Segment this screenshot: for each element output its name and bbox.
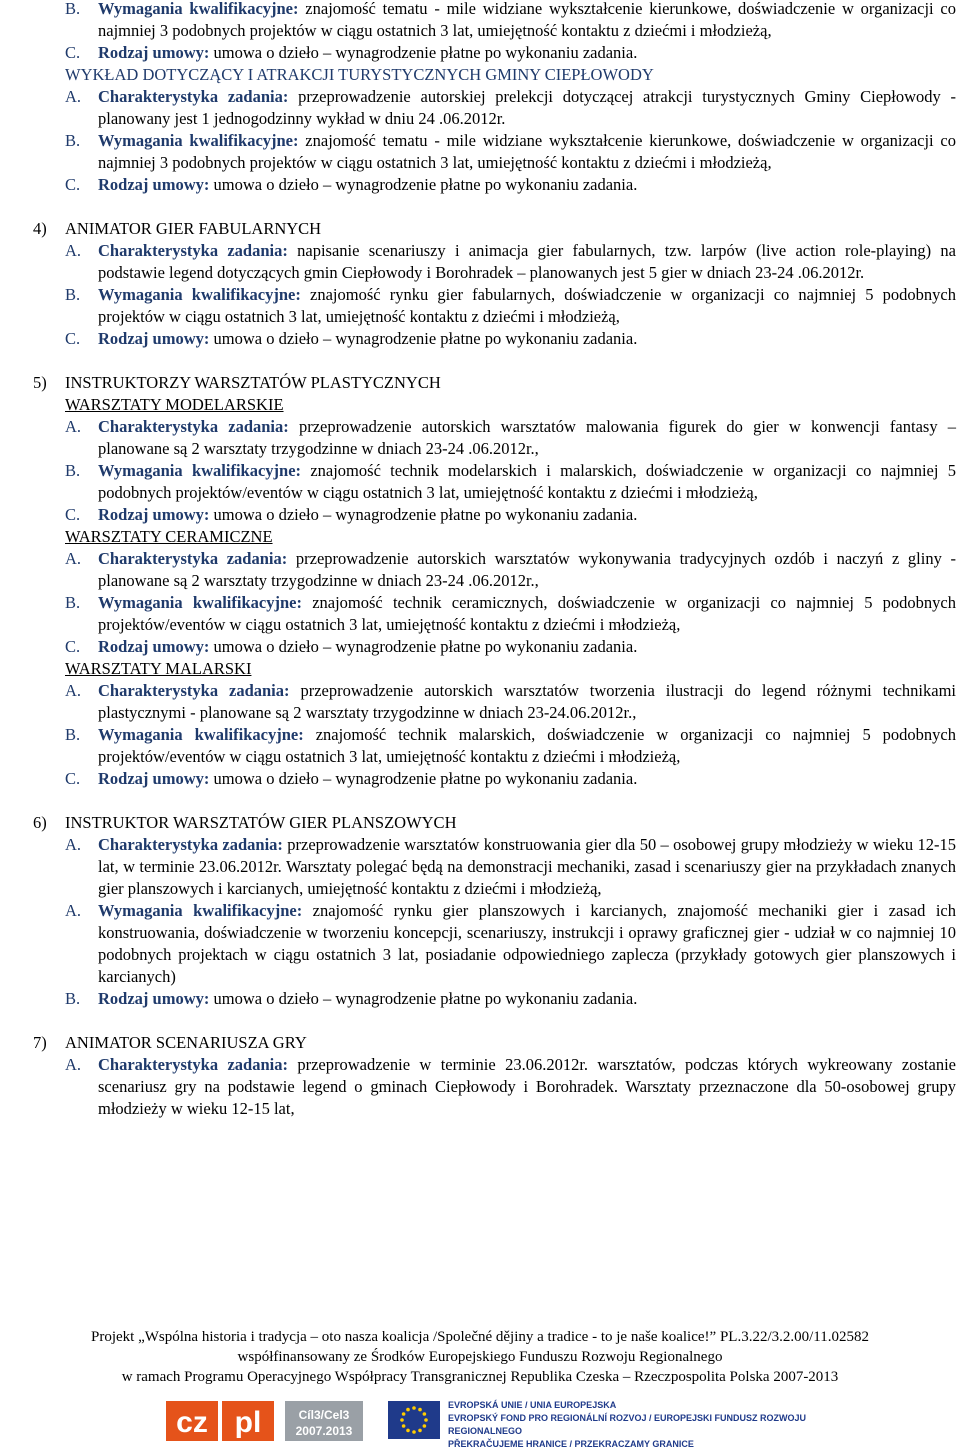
item-label: Wymagania kwalifikacyjne: <box>98 725 304 744</box>
item-text: znajomość rynku gier planszowych i karcianych, znajomość mechaniki gier i zasad ich konstruowania, doświadczenie w tworzeniu koncepcji, scenariuszy, instrukcji i oprawy graficznej gier - udział w co najmniej 10 podobnych projektach w ciągu ostatnich 3 lat, posiadanie odpowiedniego zaplecza (przykłady gotowych gier planszowych i karcianych) <box>98 901 956 986</box>
item-letter: B. <box>65 725 81 744</box>
section-title: ANIMATOR SCENARIUSZA GRY <box>65 1033 307 1052</box>
requirement-item <box>0 174 960 196</box>
eu-star <box>402 1412 406 1416</box>
requirement-item <box>0 768 960 790</box>
item-label: Rodzaj umowy: <box>98 43 210 62</box>
eu-star <box>423 1424 427 1428</box>
requirement-item <box>0 724 960 768</box>
section-number: 6) <box>33 813 47 832</box>
footer-project-line: Projekt „Wspólna historia i tradycja – oto nasza koalicja /Společné dějiny a tradice - to je naše koalice!” PL.3.22/3.2.00/11.02582 <box>91 1329 869 1345</box>
requirement-item <box>0 284 960 328</box>
item-letter: C. <box>65 505 81 524</box>
item-letter: C. <box>65 329 81 348</box>
item-label: Rodzaj umowy: <box>98 989 210 1008</box>
section-heading <box>0 812 960 834</box>
item-letter: B. <box>65 593 81 612</box>
item-label: Charakterystyka zadania: <box>98 835 283 854</box>
requirement-item <box>0 680 960 724</box>
svg-text:cz: cz <box>176 1406 208 1439</box>
item-label: Rodzaj umowy: <box>98 637 210 656</box>
svg-text:pl: pl <box>234 1406 262 1439</box>
item-label: Wymagania kwalifikacyjne: <box>98 593 302 612</box>
item-letter: B. <box>65 285 81 304</box>
item-label: Charakterystyka zadania: <box>98 681 290 700</box>
eu-star <box>406 1429 410 1433</box>
eu-star <box>400 1418 404 1422</box>
czpl-logo <box>166 1399 276 1448</box>
eu-fund-label: EVROPSKÝ FOND PRO REGIONÁLNÍ ROZVOJ / EUROPEJSKI FUNDUSZ ROZWOJU REGIONALNEGO <box>448 1413 807 1436</box>
item-text: umowa o dzieło – wynagrodzenie płatne po wykonaniu zadania. <box>213 505 638 524</box>
section-title: ANIMATOR GIER FABULARNYCH <box>65 219 322 238</box>
item-label: Rodzaj umowy: <box>98 329 210 348</box>
item-letter: A. <box>65 241 82 260</box>
workshop-subheading: WARSZTATY CERAMICZNE <box>65 527 273 546</box>
item-text: znajomość technik modelarskich i malarskich, doświadczenie w organizacji co najmniej 5 podobnych projektów/eventów w ciągu ostatnich 3 lat, umiejętność kontaktu z dziećmi i młodzieżą, <box>98 461 956 502</box>
section-title: INSTRUKTOR WARSZTATÓW GIER PLANSZOWYCH <box>65 813 457 832</box>
item-text: umowa o dzieło – wynagrodzenie płatne po wykonaniu zadania. <box>213 637 638 656</box>
item-letter: A. <box>65 835 82 854</box>
eu-fund-text <box>448 1399 828 1451</box>
item-text: przeprowadzenie autorskich warsztatów tworzenia ilustracji do legend różnymi technikami plastycznymi - planowane są 2 warsztaty trzygodzinne w dniach 23-24.06.2012r., <box>98 681 956 722</box>
item-label: Wymagania kwalifikacyjne: <box>98 285 301 304</box>
eu-star <box>424 1418 428 1422</box>
item-label: Wymagania kwalifikacyjne: <box>98 461 302 480</box>
item-label: Charakterystyka zadania: <box>98 1055 288 1074</box>
item-letter: B. <box>65 131 81 150</box>
item-text: znajomość technik ceramicznych, doświadczenie w organizacji co najmniej 5 podobnych projektów/eventów w ciągu ostatnich 3 lat, umiejętność kontaktu z dziećmi i młodzieżą, <box>98 593 956 634</box>
eu-union-label: EVROPSKÁ UNIE / UNIA EUROPEJSKA <box>448 1400 617 1410</box>
spacer <box>0 196 960 218</box>
footer-cofinance-line: współfinansowany ze Środków Europejskiego Funduszu Rozwoju Regionalnego <box>237 1349 723 1365</box>
spacer <box>0 790 960 812</box>
requirement-item <box>0 988 960 1010</box>
item-letter: C. <box>65 637 81 656</box>
item-label: Wymagania kwalifikacyjne: <box>98 131 299 150</box>
item-letter: C. <box>65 175 81 194</box>
requirement-item <box>0 328 960 350</box>
requirement-item <box>0 460 960 504</box>
item-letter: C. <box>65 769 81 788</box>
workshop-subheading: WARSZTATY MODELARSKIE <box>65 395 284 414</box>
item-label: Charakterystyka zadania: <box>98 87 289 106</box>
requirement-item <box>0 240 960 284</box>
item-text: znajomość tematu - mile widziane wykształcenie kierunkowe, doświadczenie w organizacji co najmniej 3 podobnych projektów w ciągu ostatnich 3 lat, umiejętność kontaktu z dziećmi i młodzieżą, <box>98 131 956 172</box>
requirement-item <box>0 0 960 42</box>
eu-flag-logo <box>388 1399 442 1448</box>
svg-text:Cíl3/Cel3: Cíl3/Cel3 <box>298 1408 350 1422</box>
requirement-item <box>0 548 960 592</box>
item-letter: A. <box>65 549 82 568</box>
requirement-item <box>0 834 960 900</box>
item-letter: C. <box>65 43 81 62</box>
item-text: znajomość tematu - mile widziane wykształcenie kierunkowe, doświadczenie w organizacji co najmniej 3 podobnych projektów w ciągu ostatnich 3 lat, umiejętność kontaktu z dziećmi i młodzieżą, <box>98 0 956 40</box>
item-label: Charakterystyka zadania: <box>98 241 288 260</box>
item-letter: A. <box>65 87 82 106</box>
requirement-item <box>0 636 960 658</box>
section-heading <box>0 218 960 240</box>
project-footer <box>0 1327 960 1387</box>
requirement-item <box>0 900 960 988</box>
item-letter: A. <box>65 681 82 700</box>
item-label: Rodzaj umowy: <box>98 175 210 194</box>
item-label: Charakterystyka zadania: <box>98 549 288 568</box>
eu-star <box>402 1424 406 1428</box>
cil3-cel3-logo <box>285 1399 365 1448</box>
item-text: przeprowadzenie w terminie 23.06.2012r. warsztatów, podczas których wykreowany zostanie scenariusz gry na podstawie legend o gminach Ciepłowody i Borohradek. Warsztaty przeznaczone dla 50-osobowej grupy młodzieży w wieku 12-15 lat, <box>98 1055 956 1118</box>
item-letter: A. <box>65 1055 82 1074</box>
item-text: przeprowadzenie warsztatów konstruowania gier dla 50 – osobowej grupy młodzieży w wieku 12-15 lat, w terminie 23.06.2012r. Warsztaty polegać będą na demonstracji mechaniki, zasad i scenariuszy gier na przykładach znanych gier planszowych i karcianych, umiejętność kontaktu z dziećmi i młodzieżą, <box>98 835 956 898</box>
item-letter: B. <box>65 461 81 480</box>
section-heading <box>0 1032 960 1054</box>
requirement-item <box>0 42 960 64</box>
spacer <box>0 1010 960 1032</box>
item-letter: A. <box>65 417 82 436</box>
item-text: umowa o dzieło – wynagrodzenie płatne po wykonaniu zadania. <box>213 989 638 1008</box>
logo-strip <box>0 1393 960 1450</box>
item-label: Rodzaj umowy: <box>98 769 210 788</box>
item-text: znajomość rynku gier fabularnych, doświadczenie w organizacji co najmniej 5 podobnych projektów w ciągu ostatnich 3 lat, umiejętność kontaktu z dziećmi i młodzieżą, <box>98 285 957 326</box>
item-text: umowa o dzieło – wynagrodzenie płatne po wykonaniu zadania. <box>213 175 638 194</box>
requirement-item <box>0 416 960 460</box>
item-text: przeprowadzenie autorskiej prelekcji dotyczącej atrakcji turystycznych Gminy Ciepłowody - planowany jest 1 jednogodzinny wykład w dniu 24 .06.2012r. <box>98 87 957 128</box>
item-text: przeprowadzenie autorskich warsztatów wykonywania tradycyjnych ozdób i naczyń z gliny - planowane są 2 warsztaty trzygodzinne w dniach 23-24 .06.2012r., <box>98 549 956 590</box>
eu-star <box>418 1429 422 1433</box>
workshop-subheading: WARSZTATY MALARSKI <box>65 659 252 678</box>
item-letter: B. <box>65 989 81 1008</box>
section-number: 7) <box>33 1033 47 1052</box>
section-heading <box>0 372 960 394</box>
item-text: umowa o dzieło – wynagrodzenie płatne po wykonaniu zadania. <box>213 329 638 348</box>
footer-program-line: w ramach Programu Operacyjnego Współpracy Transgranicznej Republika Czeska – Rzeczpospolita Polska 2007-2013 <box>121 1369 839 1385</box>
item-label: Rodzaj umowy: <box>98 505 210 524</box>
eu-motto-label: PŘEKRAČUJEME HRANICE / PRZEKRACZAMY GRANICE <box>448 1439 694 1449</box>
requirement-item <box>0 130 960 174</box>
requirement-item <box>0 86 960 130</box>
section-number: 5) <box>33 373 47 392</box>
item-label: Charakterystyka zadania: <box>98 417 289 436</box>
eu-star <box>412 1430 416 1434</box>
requirement-item <box>0 592 960 636</box>
eu-star <box>412 1406 416 1410</box>
eu-star <box>418 1408 422 1412</box>
requirement-item <box>0 1054 960 1120</box>
eu-star <box>423 1412 427 1416</box>
item-text: przeprowadzenie autorskich warsztatów malowania figurek do gier w konwencji fantasy – planowane są 2 warsztaty trzygodzinne w dniach 23-24 .06.2012r., <box>98 417 957 458</box>
item-letter: B. <box>65 0 81 18</box>
section-number: 4) <box>33 219 47 238</box>
requirement-item <box>0 504 960 526</box>
section-title: INSTRUKTORZY WARSZTATÓW PLASTYCZNYCH <box>65 373 441 392</box>
item-text: napisanie scenariuszy i animacja gier fabularnych, tzw. larpów (live action role-playing) na podstawie legend dotyczących gmin Ciepłowody i Borohradek – planowanych jest 5 gier w dniach 23-24 .06.2012r. <box>98 241 957 282</box>
item-text: znajomość technik malarskich, doświadczenie w organizacji co najmniej 5 podobnych projektów/eventów w ciągu ostatnich 3 lat, umiejętność kontaktu z dziećmi i młodzieżą, <box>98 725 956 766</box>
item-text: umowa o dzieło – wynagrodzenie płatne po wykonaniu zadania. <box>213 769 638 788</box>
svg-text:2007.2013: 2007.2013 <box>295 1424 353 1438</box>
item-letter: A. <box>65 901 82 920</box>
subsection-heading: WYKŁAD DOTYCZĄCY I ATRAKCJI TURYSTYCZNYCH GMINY CIEPŁOWODY <box>65 65 654 84</box>
item-text: umowa o dzieło – wynagrodzenie płatne po wykonaniu zadania. <box>213 43 638 62</box>
item-label: Wymagania kwalifikacyjne: <box>98 0 299 18</box>
item-label: Wymagania kwalifikacyjne: <box>98 901 303 920</box>
spacer <box>0 350 960 372</box>
eu-star <box>406 1408 410 1412</box>
